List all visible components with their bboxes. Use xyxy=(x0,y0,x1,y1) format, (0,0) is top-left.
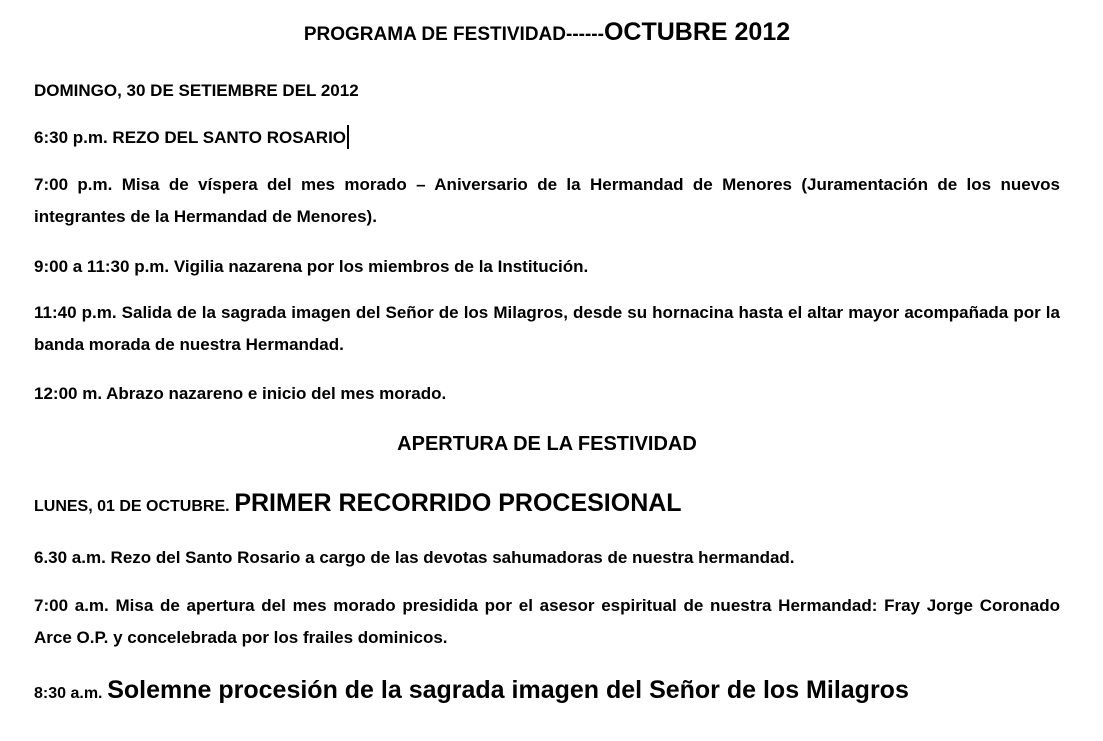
misa-apertura-item: 7:00 a.m. Misa de apertura del mes morado presidida por el asesor espiritual de nuestra Hermandad: Fray Jorge Coronado Arce O.P. y concelebrada por los frailes dominicos. xyxy=(34,596,1060,647)
monday-heading xyxy=(34,486,1060,524)
title-main: PROGRAMA DE FESTIVIDAD------ xyxy=(303,24,604,45)
monday-procession-title: PRIMER RECORRIDO PROCESIONAL xyxy=(234,489,682,517)
procesion-item xyxy=(34,672,1060,712)
apertura-heading: APERTURA DE LA FESTIVIDAD xyxy=(397,433,697,455)
misa-vispera-item: 7:00 p.m. Misa de víspera del mes morado – Aniversario de la Hermandad de Menores (Juramentación de los nuevos integrantes de la Hermandad de Menores). xyxy=(34,175,1060,226)
text-cursor xyxy=(347,125,349,149)
rosario-item[interactable] xyxy=(34,122,1060,154)
title-month-year: OCTUBRE 2012 xyxy=(603,18,791,46)
abrazo-item: 12:00 m. Abrazo nazareno e inicio del mes morado. xyxy=(34,384,447,403)
document-title xyxy=(34,18,1060,47)
monday-lead: LUNES, 01 DE OCTUBRE. xyxy=(34,498,230,515)
rezo-sahumadoras-item: 6.30 a.m. Rezo del Santo Rosario a cargo de las devotas sahumadoras de nuestra hermandad. xyxy=(34,548,795,567)
procesion-time: 8:30 a.m. xyxy=(34,685,103,702)
rosario-text: 6:30 p.m. REZO DEL SANTO ROSARIO xyxy=(34,128,347,147)
sunday-heading: DOMINGO, 30 DE SETIEMBRE DEL 2012 xyxy=(34,81,359,100)
procesion-title: Solemne procesión de la sagrada imagen del Señor de los Milagros xyxy=(107,676,909,704)
vigilia-item: 9:00 a 11:30 p.m. Vigilia nazarena por los miembros de la Institución. xyxy=(34,257,589,276)
salida-item: 11:40 p.m. Salida de la sagrada imagen del Señor de los Milagros, desde su hornacina hasta el altar mayor acompañada por la banda morada de nuestra Hermandad. xyxy=(34,303,1060,354)
